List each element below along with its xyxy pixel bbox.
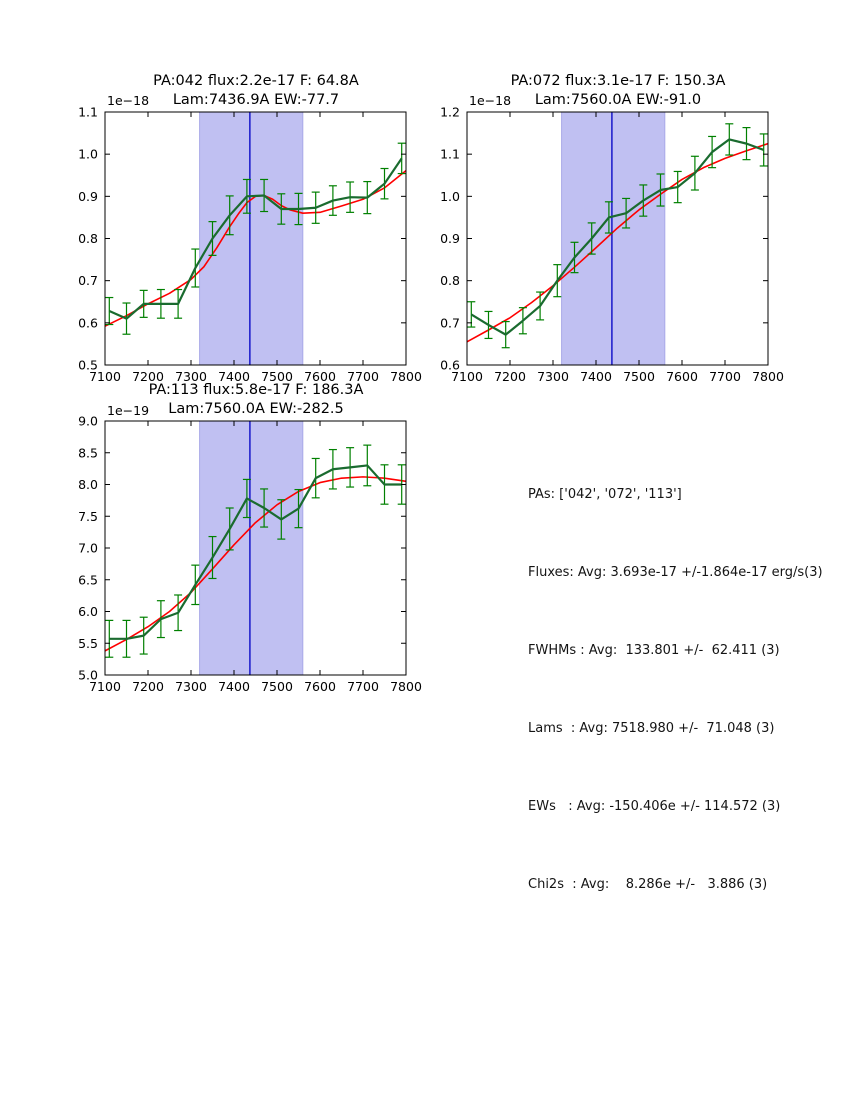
subplot-pa072: [412, 98, 798, 405]
stats-line-pas: PAs: ['042', '072', '113']: [528, 487, 682, 502]
y-tick-label: 6.0: [78, 604, 98, 619]
y-tick-label: 7.0: [78, 540, 98, 556]
y-axis-offset-label: 1e−18: [469, 93, 512, 108]
y-tick-label: 8.5: [78, 445, 98, 461]
x-tick-label: 7100: [89, 679, 121, 694]
x-tick-label: 7800: [390, 369, 422, 384]
x-tick-label: 7200: [132, 679, 164, 694]
x-tick-label: 7200: [494, 369, 526, 384]
y-tick-label: 6.5: [78, 572, 98, 588]
x-tick-label: 7200: [132, 369, 164, 384]
stats-line-lams: Lams : Avg: 7518.980 +/- 71.048 (3): [528, 721, 775, 736]
x-tick-label: 7700: [347, 369, 379, 384]
y-tick-label: 1.1: [78, 104, 98, 120]
y-tick-label: 5.0: [78, 667, 98, 683]
x-tick-label: 7300: [175, 369, 207, 384]
x-tick-label: 7400: [580, 369, 612, 384]
x-tick-label: 7600: [666, 369, 698, 384]
y-tick-label: 5.5: [78, 635, 98, 651]
x-tick-label: 7400: [218, 679, 250, 694]
subplot-pa042: [50, 98, 436, 405]
x-tick-label: 7800: [752, 369, 784, 384]
y-axis-offset-label: 1e−18: [107, 93, 150, 108]
subplot-title-line1: PA:072 flux:3.1e-17 F: 150.3A: [510, 73, 726, 89]
stats-line-ews: EWs : Avg: -150.406e +/- 114.572 (3): [528, 799, 781, 814]
y-tick-label: 0.7: [78, 273, 98, 289]
y-tick-label: 0.6: [440, 357, 460, 373]
shaded-region: [200, 112, 303, 365]
y-tick-label: 0.7: [440, 315, 460, 331]
x-tick-label: 7600: [304, 369, 336, 384]
y-tick-label: 7.5: [78, 508, 98, 524]
x-tick-label: 7400: [218, 369, 250, 384]
y-tick-label: 9.0: [78, 413, 98, 429]
y-tick-label: 1.0: [78, 146, 98, 162]
subplot-title-line2: Lam:7560.0A EW:-91.0: [534, 91, 702, 108]
stats-line-fwhms: FWHMs : Avg: 133.801 +/- 62.411 (3): [528, 643, 780, 658]
y-tick-label: 0.9: [78, 188, 98, 204]
y-tick-label: 1.2: [440, 104, 460, 120]
shaded-region: [562, 112, 665, 365]
subplot-title-line1: PA:042 flux:2.2e-17 F: 64.8A: [153, 73, 359, 89]
y-tick-label: 1.0: [440, 188, 460, 204]
x-tick-label: 7700: [709, 369, 741, 384]
x-tick-label: 7100: [89, 369, 121, 384]
x-tick-label: 7100: [451, 369, 483, 384]
y-tick-label: 0.8: [440, 273, 460, 289]
subplot-pa113: [50, 407, 436, 715]
stats-line-fluxes: Fluxes: Avg: 3.693e-17 +/-1.864e-17 erg/s(3): [528, 565, 823, 580]
subplot-title-line2: Lam:7436.9A EW:-77.7: [172, 91, 340, 108]
subplot-title-line2: Lam:7560.0A EW:-282.5: [168, 400, 344, 417]
x-tick-label: 7500: [261, 369, 293, 384]
x-tick-label: 7700: [347, 679, 379, 694]
y-tick-label: 1.1: [440, 146, 460, 162]
shaded-region: [200, 421, 303, 675]
y-tick-label: 8.0: [78, 477, 98, 492]
subplot-title-line1: PA:113 flux:5.8e-17 F: 186.3A: [148, 382, 364, 398]
x-tick-label: 7500: [623, 369, 655, 384]
y-tick-label: 0.8: [78, 231, 98, 246]
x-tick-label: 7500: [261, 679, 293, 694]
stats-panel: [528, 430, 823, 950]
x-tick-label: 7800: [390, 679, 422, 694]
y-axis-offset-label: 1e−19: [107, 403, 150, 418]
y-tick-label: 0.5: [78, 357, 98, 373]
x-tick-label: 7600: [304, 679, 336, 694]
stats-line-chi2s: Chi2s : Avg: 8.286e +/- 3.886 (3): [528, 877, 768, 892]
y-tick-label: 0.9: [440, 231, 460, 246]
x-tick-label: 7300: [537, 369, 569, 384]
x-tick-label: 7300: [175, 679, 207, 694]
y-tick-label: 0.6: [78, 315, 98, 331]
